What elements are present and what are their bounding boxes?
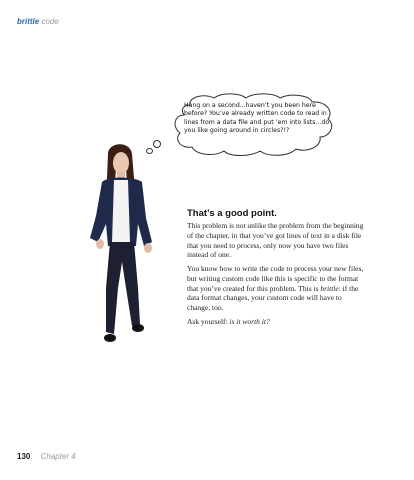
worth-it-emphasis: is it worth it? [229, 317, 270, 326]
running-head [17, 17, 59, 26]
page-footer [17, 452, 76, 461]
paragraph-1: This problem is not unlike the problem from the beginning of the chapter, in that you’ve got lines of text in a disk file that you need to process, only now you have two files instead of one. [187, 221, 364, 260]
thought-text: Hang on a second...haven’t you been here before? You’ve already written code to read in lines from a data file and put ’em into lists...do you like going around in circles?!? [184, 102, 330, 135]
running-head-bold: brittle [17, 17, 40, 26]
brittle-emphasis: brittle [320, 283, 339, 293]
paragraph-2-start: You know how to write the code to process your new files, but writing custom code like this is specific to the format that you’ve created for this problem. This is [187, 264, 364, 293]
thought-bubble [170, 93, 338, 159]
woman-photo [72, 138, 172, 358]
paragraph-2 [187, 264, 365, 313]
section-heading: That’s a good point. [187, 208, 277, 219]
paragraph-3 [187, 317, 365, 327]
running-head-rest: code [41, 17, 59, 26]
page-number: 130 [17, 452, 31, 461]
paragraph-2-end: : if the data format changes, your custom code will have to change, too. [187, 283, 359, 313]
chapter-label: Chapter 4 [40, 452, 76, 461]
paragraph-3-start: Ask yourself: [187, 317, 230, 326]
